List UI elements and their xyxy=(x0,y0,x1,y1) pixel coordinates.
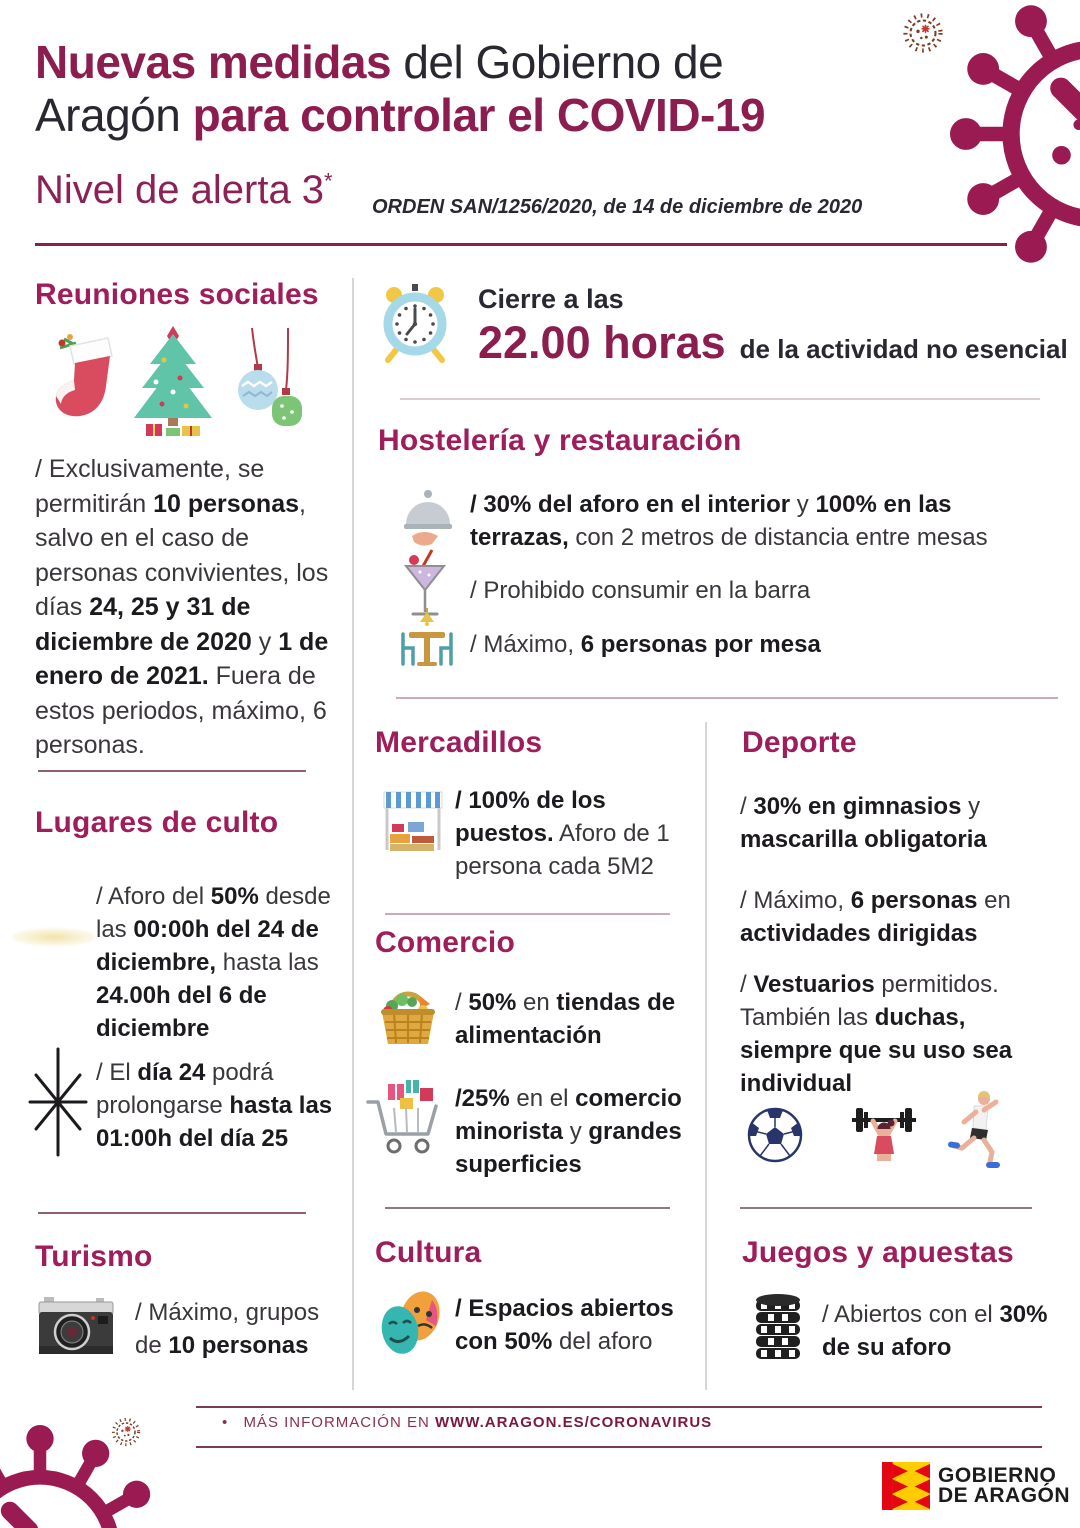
comercio-rule-text-1: / 50% en tiendas de alimentación xyxy=(455,989,676,1050)
juegos-topline xyxy=(740,1207,1032,1209)
section-title-reuniones: Reuniones sociales xyxy=(35,278,319,311)
column-divider-right xyxy=(705,722,707,1390)
soccer-ball-icon xyxy=(746,1106,804,1164)
gobierno-aragon-text: GOBIERNO DE ARAGÓN xyxy=(938,1464,1071,1507)
weightlifting-icon xyxy=(846,1096,922,1172)
column-divider-left xyxy=(352,278,354,1390)
footer-bullet: • xyxy=(222,1414,229,1431)
culto-rule-text-2: / El día 24 podrá prolongarse hasta las 01:00h del día 25 xyxy=(96,1059,333,1153)
virus-icon-small-bottom xyxy=(108,1414,144,1450)
poker-chips-icon xyxy=(752,1290,804,1360)
table-chairs-icon xyxy=(394,608,460,676)
alarm-clock-icon xyxy=(380,280,450,364)
theater-masks-icon xyxy=(374,1286,448,1360)
cultura-topline xyxy=(385,1207,670,1209)
section-title-mercadillos: Mercadillos xyxy=(375,726,543,759)
mercadillos-rule-text: / 100% de los puestos. Aforo de 1 persona cada 5M2 xyxy=(455,787,670,881)
closure-banner xyxy=(478,284,1068,369)
section-title-juegos: Juegos y apuestas xyxy=(742,1236,1014,1269)
shopping-cart-icon xyxy=(366,1078,450,1158)
hosteleria-rule-text-3: / Máximo, 6 personas por mesa xyxy=(470,631,821,658)
section-title-culto: Lugares de culto xyxy=(35,806,279,839)
left-divider-2 xyxy=(38,1212,306,1214)
footer-line-bottom xyxy=(196,1446,1042,1448)
closure-prefix: Cierre a las xyxy=(478,284,624,314)
header-rule xyxy=(35,243,1007,246)
turismo-rule-text: / Máximo, grupos de 10 personas xyxy=(135,1299,320,1360)
juegos-rule-text: / Abiertos con el 30% de su aforo xyxy=(822,1301,1048,1362)
market-stall-icon xyxy=(382,788,444,854)
christmas-stocking-icon xyxy=(42,330,117,435)
comercio-rule-text-2: /25% en el comercio minorista y grandes superficies xyxy=(455,1085,682,1179)
section-title-cultura: Cultura xyxy=(375,1236,482,1269)
alert-asterisk: * xyxy=(324,168,333,194)
footer-info xyxy=(222,1414,712,1431)
hosteleria-rule-text-1: / 30% del aforo en el interior y 100% en las terrazas, con 2 metros de distancia entre mesas xyxy=(470,491,988,552)
camera-icon xyxy=(36,1292,116,1358)
running-icon xyxy=(948,1090,1006,1172)
order-reference: ORDEN SAN/1256/2020, de 14 de diciembre de 2020 xyxy=(372,196,863,218)
cultura-rule-text: / Espacios abiertos con 50% del aforo xyxy=(455,1295,674,1356)
alert-level: Nivel de alerta 3* xyxy=(35,168,333,212)
footer-info-prefix: MÁS INFORMACIÓN EN xyxy=(243,1414,435,1431)
mercadillos-underline xyxy=(385,913,670,915)
closure-underline xyxy=(400,398,1040,400)
grocery-basket-icon xyxy=(376,982,440,1048)
hosteleria-underline xyxy=(396,697,1058,699)
star-icon xyxy=(16,1046,101,1158)
christmas-tree-icon xyxy=(126,326,221,438)
serving-dish-icon xyxy=(398,486,456,548)
hosteleria-rule-text-2: / Prohibido consumir en la barra xyxy=(470,577,811,604)
footer-line-top xyxy=(196,1406,1042,1408)
virus-icon-large-top xyxy=(950,0,1080,280)
page-title: Nuevas medidas del Gobierno de Aragón para controlar el COVID-19 xyxy=(35,36,766,142)
section-title-deporte: Deporte xyxy=(742,726,857,759)
candle-icon xyxy=(12,928,96,946)
left-divider-1 xyxy=(38,770,306,772)
footer-info-url[interactable]: WWW.ARAGON.ES/CORONAVIRUS xyxy=(434,1414,713,1431)
gobierno-aragon-logo xyxy=(882,1462,1070,1510)
closure-suffix: de la actividad no esencial xyxy=(739,334,1068,364)
section-title-hosteleria: Hostelería y restauración xyxy=(378,424,742,457)
section-title-comercio: Comercio xyxy=(375,926,515,959)
aragon-flag-icon xyxy=(882,1462,930,1510)
deporte-rule-text-3: / Vestuarios permitidos. También las duchas, siempre que su uso sea individual xyxy=(740,971,1013,1098)
christmas-ornaments-icon xyxy=(230,328,310,440)
section-title-turismo: Turismo xyxy=(35,1240,153,1273)
reuniones-rule-text: / Exclusivamente, se permitirán 10 personas, salvo en el caso de personas convivientes, los días 24, 25 y 31 de diciembre de 2020 y 1 de enero de 2021. Fuera de estos periodos, máximo, 6 personas. xyxy=(35,455,329,759)
deporte-rule-text-2: / Máximo, 6 personas en actividades dirigidas xyxy=(740,887,1011,948)
deporte-rule-text-1: / 30% en gimnasios y mascarilla obligatoria xyxy=(740,793,987,854)
closure-time: 22.00 horas xyxy=(478,317,726,368)
virus-icon-small-top xyxy=(898,8,948,58)
culto-rule-text-1: / Aforo del 50% desde las 00:00h del 24 de diciembre, hasta las 24.00h del 6 de diciembre xyxy=(96,883,331,1043)
